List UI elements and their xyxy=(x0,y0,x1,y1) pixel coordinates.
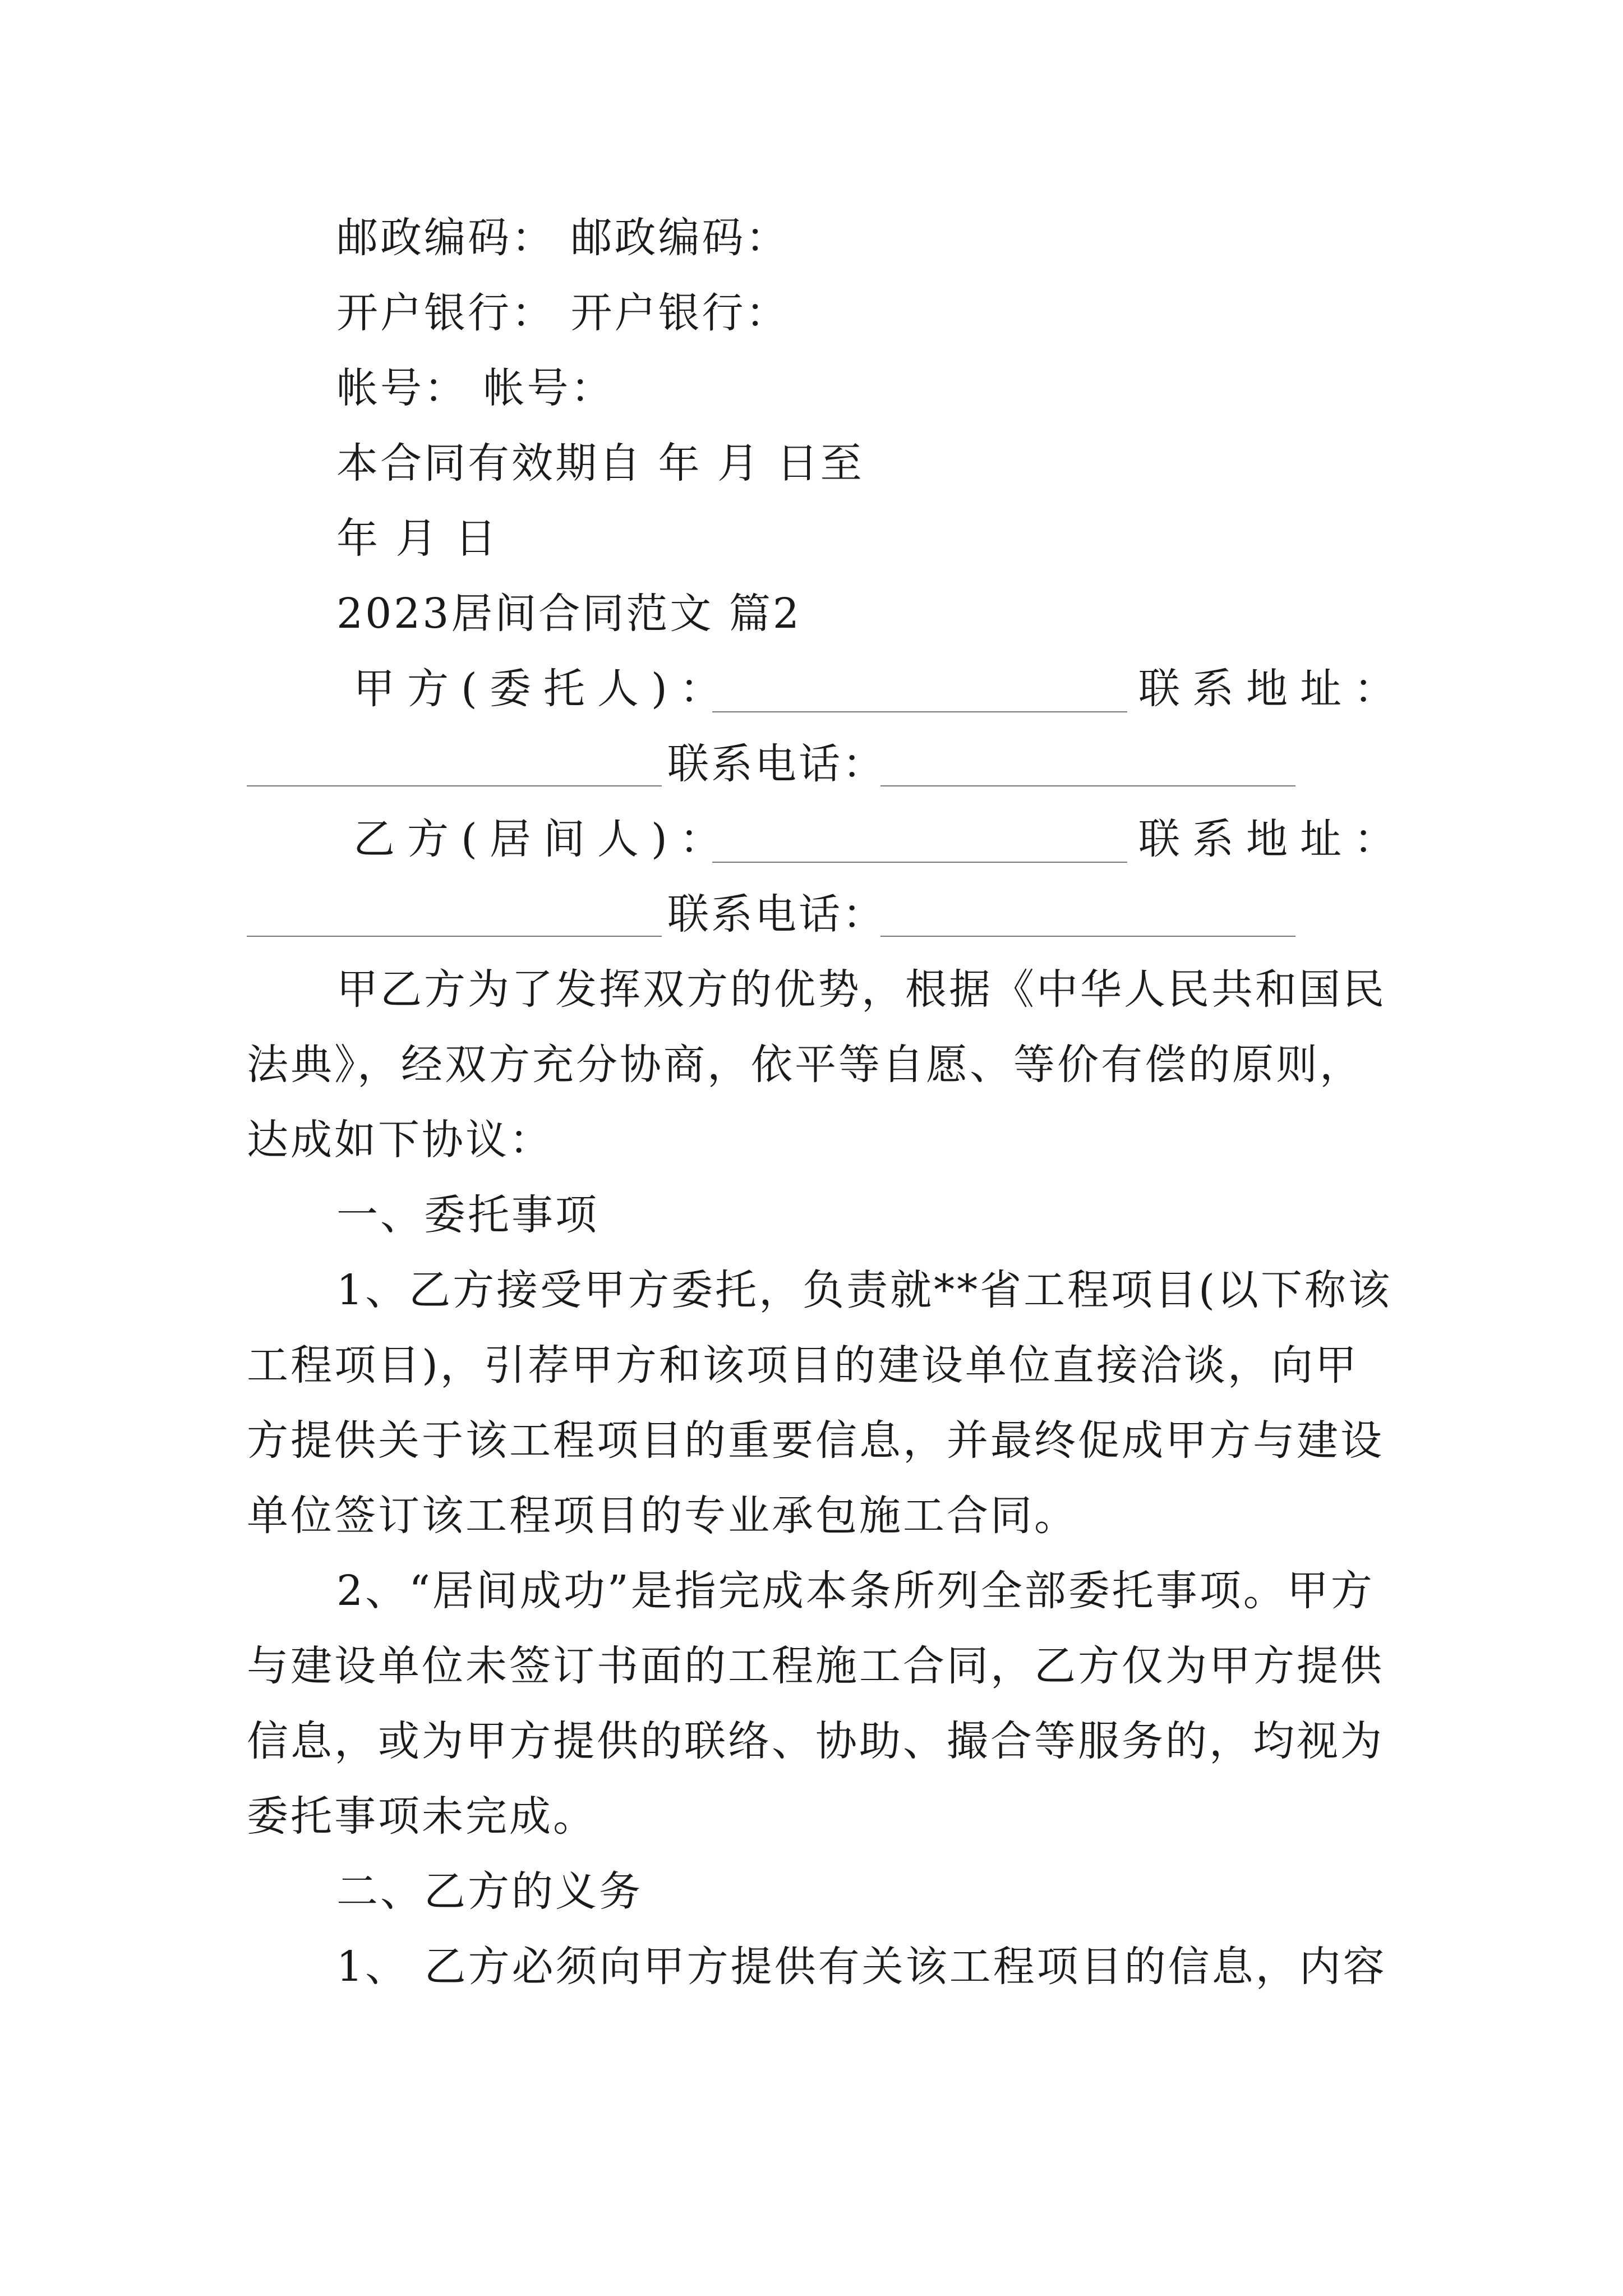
body-line: 工程项目)，引荐甲方和该项目的建设单位直接洽谈，向甲 xyxy=(247,1341,1359,1389)
body-line: 与建设单位未签订书面的工程施工合同，乙方仅为甲方提供 xyxy=(247,1642,1384,1690)
postcode-line: 邮政编码： 邮政编码： xyxy=(336,214,790,262)
body-line: 2、“居间成功”是指完成本条所列全部委托事项。甲方 xyxy=(336,1567,1375,1615)
bank-line: 开户银行： 开户银行： xyxy=(336,289,790,337)
party-b-label: 乙方(居间人)： xyxy=(353,815,734,863)
account-line: 帐号： 帐号： xyxy=(336,364,615,412)
heading-entrusted-matters: 一、委托事项 xyxy=(336,1191,599,1239)
party-a-address-label: 联系地址： xyxy=(1138,665,1408,713)
party-a-name-blank xyxy=(712,711,1127,712)
party-a-address-blank xyxy=(247,785,662,786)
body-line: 1、 乙方必须向甲方提供有关该工程项目的信息，内容 xyxy=(336,1943,1387,1991)
party-a-phone-blank xyxy=(880,785,1295,786)
body-line: 信息，或为甲方提供的联络、协助、撮合等服务的，均视为 xyxy=(247,1717,1384,1765)
party-b-name-blank xyxy=(712,862,1127,863)
party-a-phone-label: 联系电话： xyxy=(667,740,886,788)
heading-obligations: 二、乙方的义务 xyxy=(336,1867,643,1916)
party-b-phone-label: 联系电话： xyxy=(667,890,886,938)
party-b-address-blank xyxy=(247,936,662,937)
body-line: 方提供关于该工程项目的重要信息，并最终促成甲方与建设 xyxy=(247,1416,1384,1465)
party-a-label: 甲方(委托人)： xyxy=(353,665,734,713)
party-b-phone-blank xyxy=(880,936,1295,937)
validity-line-2: 年 月 日 xyxy=(336,514,499,563)
body-line: 委托事项未完成。 xyxy=(247,1792,597,1841)
body-line: 法典》，经双方充分协商，依平等自愿、等价有偿的原则， xyxy=(247,1041,1363,1089)
validity-line-1: 本合同有效期自 年 月 日至 xyxy=(336,439,864,487)
body-line: 单位签订该工程项目的专业承包施工合同。 xyxy=(247,1492,1078,1540)
party-b-address-label: 联系地址： xyxy=(1138,815,1408,863)
body-line: 1、乙方接受甲方委托，负责就**省工程项目(以下称该 xyxy=(336,1266,1392,1314)
body-line: 达成如下协议： xyxy=(247,1116,553,1164)
body-line: 甲乙方为了发挥双方的优势，根据《中华人民共和国民 xyxy=(336,965,1386,1014)
section-title: 2023居间合同范文 篇2 xyxy=(336,590,801,638)
